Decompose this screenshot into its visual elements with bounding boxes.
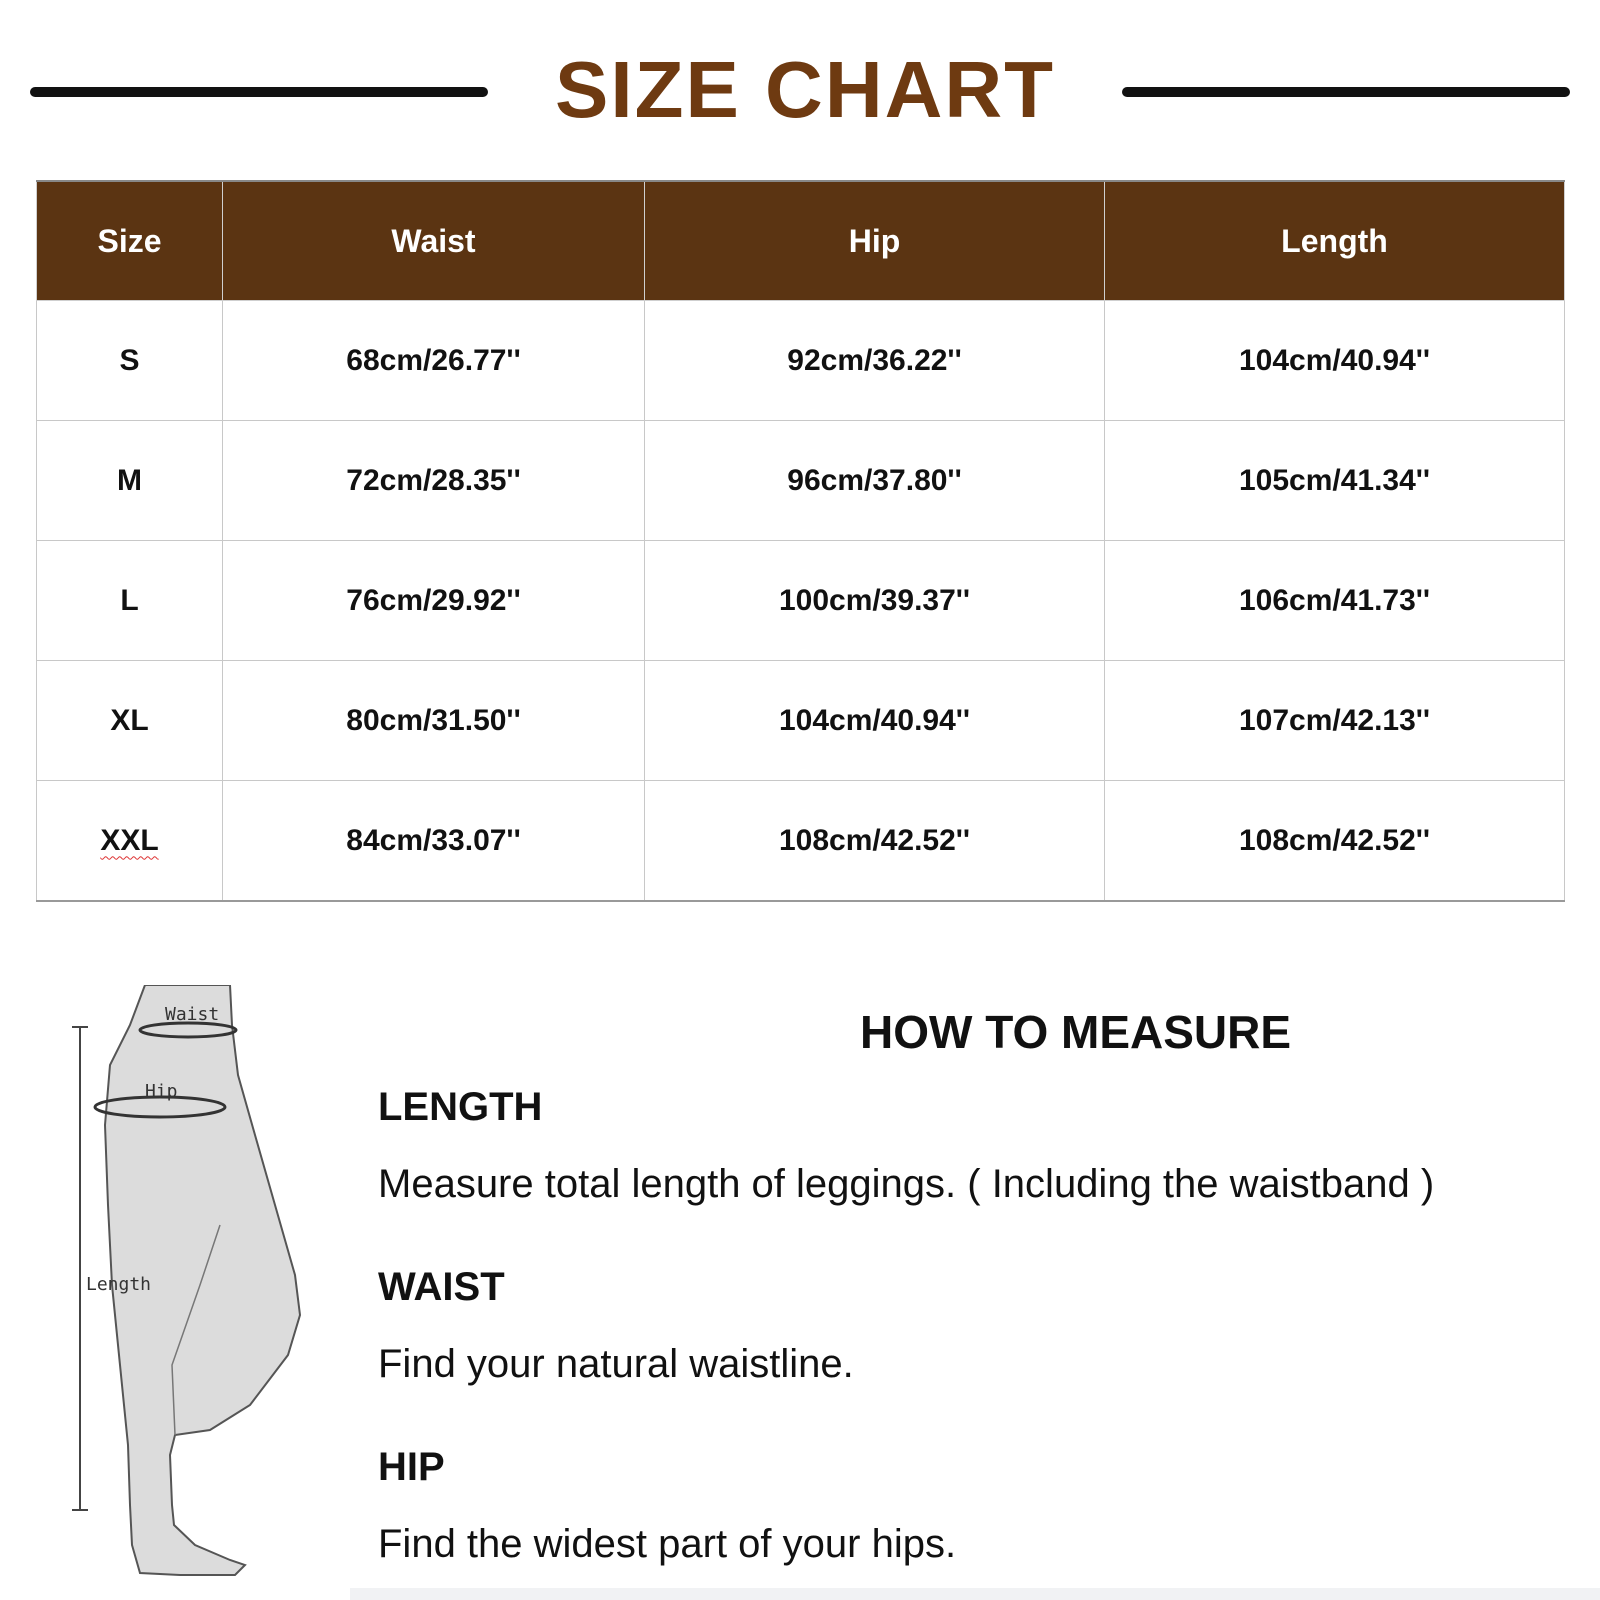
hip-label: Hip: [145, 1081, 178, 1102]
cell-hip: 104cm/40.94'': [645, 661, 1105, 781]
table-row: [37, 301, 1565, 421]
how-to-measure-title: HOW TO MEASURE: [860, 1006, 1292, 1058]
cell-size: XL: [37, 661, 223, 781]
cell-size: [37, 781, 223, 902]
size-table: [36, 180, 1565, 902]
table-row: [37, 541, 1565, 661]
cell-waist: 84cm/33.07'': [223, 781, 645, 902]
waist-text: Find your natural waistline.: [378, 1342, 854, 1386]
table-row: [37, 661, 1565, 781]
leggings-illustration: [60, 985, 320, 1595]
waist-heading: WAIST: [378, 1265, 505, 1309]
title-rule-left: [30, 87, 488, 97]
cell-hip: 100cm/39.37'': [645, 541, 1105, 661]
table-row: [37, 781, 1565, 902]
cell-hip: 108cm/42.52'': [645, 781, 1105, 902]
cell-waist: 76cm/29.92'': [223, 541, 645, 661]
leggings-figure: [60, 985, 320, 1595]
hip-text: Find the widest part of your hips.: [378, 1522, 957, 1566]
cell-hip: 92cm/36.22'': [645, 301, 1105, 421]
title-rule-right: [1122, 87, 1570, 97]
bottom-divider: [350, 1588, 1600, 1600]
title-row: [0, 0, 1600, 134]
cell-length: 104cm/40.94'': [1105, 301, 1565, 421]
cell-waist: 72cm/28.35'': [223, 421, 645, 541]
header-waist: Waist: [223, 181, 645, 301]
length-heading: LENGTH: [378, 1085, 543, 1129]
length-text: Measure total length of leggings. ( Including the waistband ): [378, 1162, 1435, 1206]
page-title: SIZE CHART: [555, 45, 1055, 134]
cell-size: L: [37, 541, 223, 661]
waist-label: Waist: [165, 1004, 220, 1025]
cell-size: M: [37, 421, 223, 541]
cell-hip: 96cm/37.80'': [645, 421, 1105, 541]
cell-length: 106cm/41.73'': [1105, 541, 1565, 661]
cell-length: 107cm/42.13'': [1105, 661, 1565, 781]
header-size: Size: [37, 181, 223, 301]
header-hip: Hip: [645, 181, 1105, 301]
cell-waist: 68cm/26.77'': [223, 301, 645, 421]
hip-heading: HIP: [378, 1445, 445, 1489]
cell-waist: 80cm/31.50'': [223, 661, 645, 781]
length-label: Length: [86, 1274, 152, 1295]
cell-length: 108cm/42.52'': [1105, 781, 1565, 902]
cell-length: 105cm/41.34'': [1105, 421, 1565, 541]
header-length: Length: [1105, 181, 1565, 301]
table-header-row: [37, 181, 1565, 301]
table-row: [37, 421, 1565, 541]
cell-size: S: [37, 301, 223, 421]
cell-size-text: XXL: [100, 823, 159, 857]
